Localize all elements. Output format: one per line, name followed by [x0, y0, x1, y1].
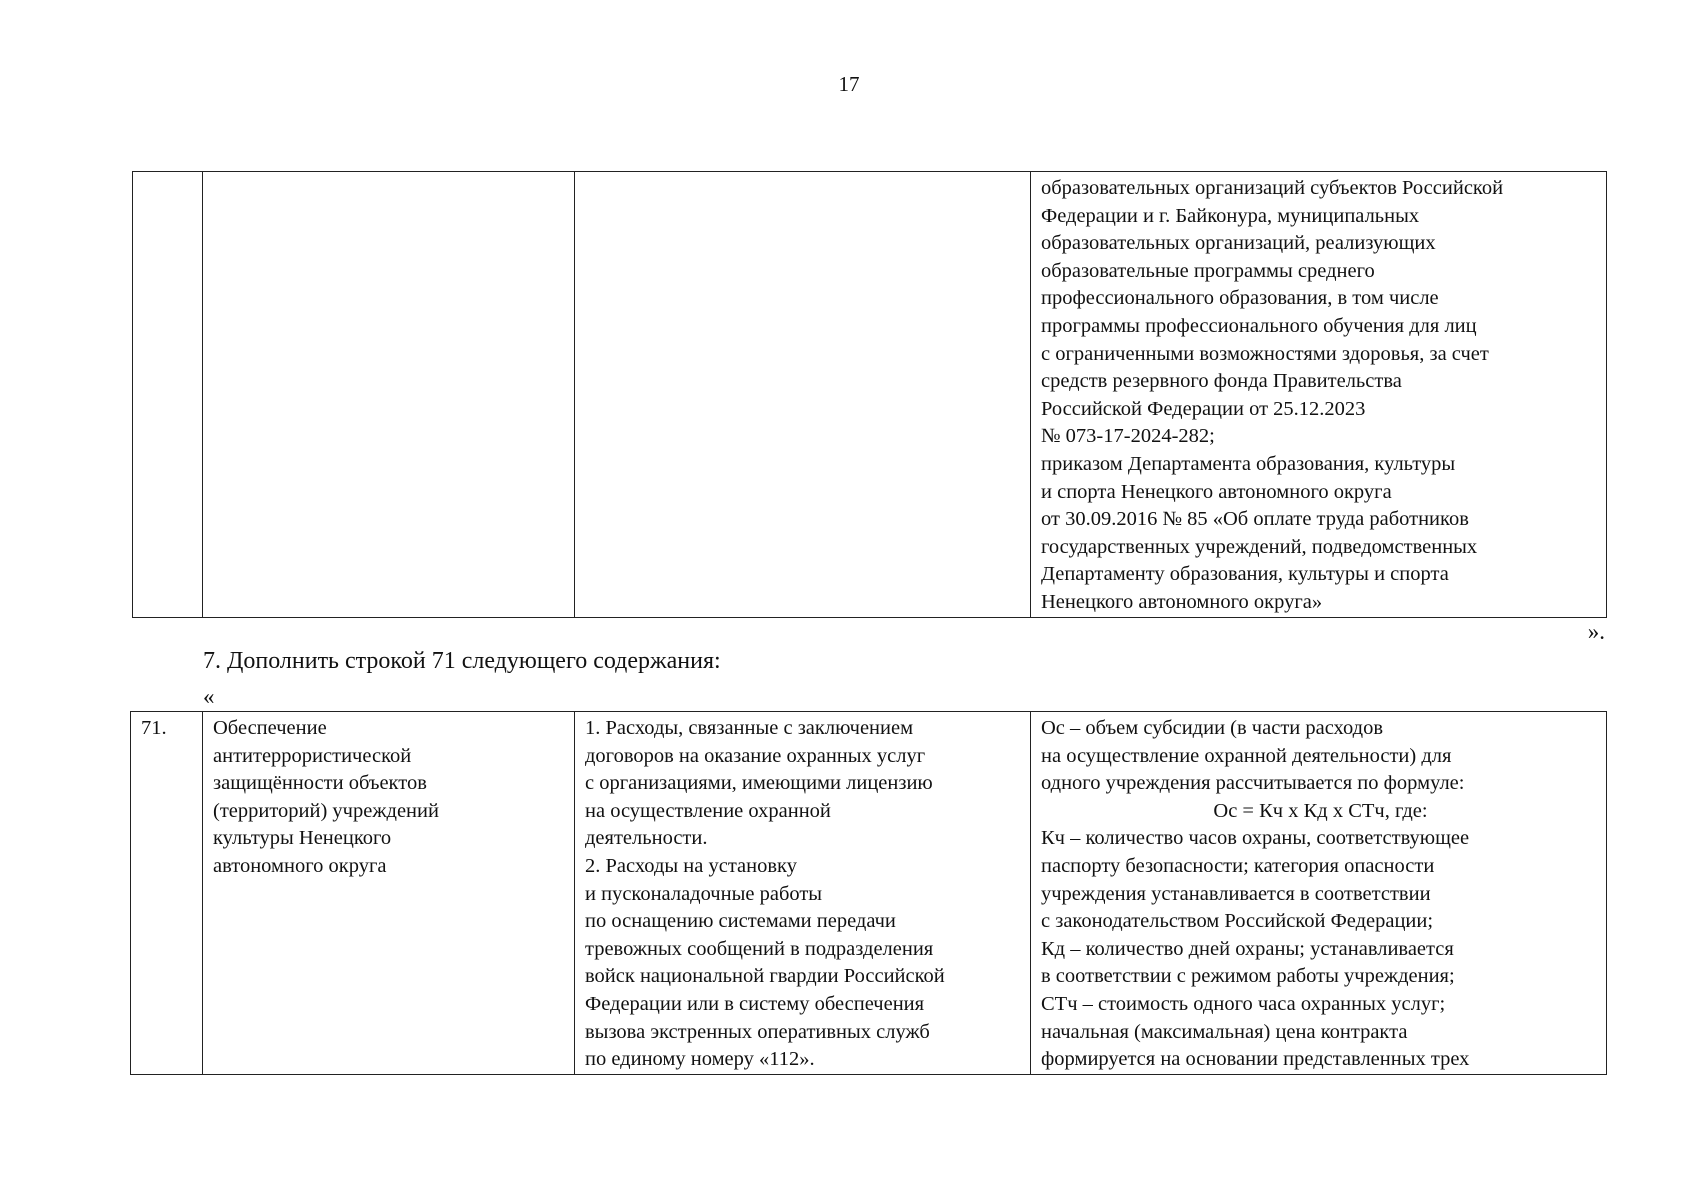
- text-line: Российской Федерации от 25.12.2023: [1041, 397, 1366, 420]
- text-line: автономного округа: [213, 854, 387, 877]
- text-line: Кч – количество часов охраны, соответствующее: [1041, 827, 1470, 850]
- text-line: 1. Расходы, связанные с заключением: [585, 717, 914, 739]
- text-line: Ос = Кч х Кд х СТч, где:: [1213, 799, 1428, 822]
- text-line: приказом Департамента образования, культуры: [1041, 452, 1456, 475]
- text-line: Департаменту образования, культуры и спорта: [1041, 563, 1449, 586]
- text-line: на осуществление охранной деятельности) для: [1041, 744, 1452, 767]
- text-line: в соответствии с режимом работы учреждения;: [1041, 965, 1455, 988]
- text-line: образовательных организаций субъектов Российской: [1041, 177, 1504, 199]
- text-line: от 30.09.2016 № 85 «Об оплате труда работников: [1041, 508, 1469, 531]
- text-line: и спорта Ненецкого автономного округа: [1041, 480, 1392, 503]
- text-line: Ос – объем субсидии (в части расходов: [1041, 717, 1384, 739]
- text-line: № 073-17-2024-282;: [1041, 425, 1215, 448]
- text-line: с организациями, имеющими лицензию: [585, 772, 933, 795]
- expenses-cell: [575, 712, 1031, 1075]
- text-line: с ограниченными возможностями здоровья, за счет: [1041, 342, 1489, 365]
- text-line: государственных учреждений, подведомственных: [1041, 535, 1478, 558]
- closing-quote: ».: [1587, 619, 1605, 644]
- text-line: Федерации или в систему обеспечения: [585, 992, 925, 1015]
- text-line: (территорий) учреждений: [213, 799, 439, 822]
- text-line: деятельности.: [585, 827, 708, 850]
- text-line: по оснащению системами передачи: [585, 910, 896, 933]
- text-line: на осуществление охранной: [585, 799, 831, 822]
- text-line: Кд – количество дней охраны; устанавливается: [1041, 937, 1454, 960]
- text-line: СТч – стоимость одного часа охранных услуг;: [1041, 992, 1446, 1015]
- expenses-cell: [575, 172, 1031, 618]
- text-line: по единому номеру «112».: [585, 1048, 815, 1071]
- continued-table: [132, 171, 1607, 618]
- text-line: Федерации и г. Байконура, муниципальных: [1041, 204, 1420, 227]
- text-line: Ненецкого автономного округа»: [1041, 590, 1323, 613]
- text-line: учреждения устанавливается в соответствии: [1041, 882, 1431, 905]
- event-name-cell: [203, 712, 575, 1075]
- formula-cell: [1031, 172, 1607, 618]
- text-line: одного учреждения рассчитывается по формуле:: [1041, 772, 1465, 795]
- formula-cell: [1031, 712, 1607, 1075]
- amendment-instruction: 7. Дополнить строкой 71 следующего содержания:: [203, 648, 721, 674]
- text-line: образовательных организаций, реализующих: [1041, 232, 1436, 255]
- text-line: программы профессионального обучения для лиц: [1041, 314, 1477, 337]
- text-line: средств резервного фонда Правительства: [1041, 370, 1402, 393]
- text-line: договоров на оказание охранных услуг: [585, 744, 926, 767]
- opening-quote: «: [203, 684, 215, 709]
- row-number-cell: [133, 172, 203, 618]
- table-row: [133, 172, 1607, 618]
- text-line: войск национальной гвардии Российской: [585, 965, 945, 988]
- new-row-table: [130, 711, 1607, 1075]
- text-line: паспорту безопасности; категория опасности: [1041, 854, 1435, 877]
- text-line: начальная (максимальная) цена контракта: [1041, 1020, 1408, 1043]
- text-line: и пусконаладочные работы: [585, 882, 823, 905]
- text-line: Обеспечение: [213, 717, 327, 739]
- table-row: [131, 712, 1607, 1075]
- text-line: антитеррористической: [213, 744, 412, 767]
- text-line: вызова экстренных оперативных служб: [585, 1020, 930, 1043]
- text-line: с законодательством Российской Федерации;: [1041, 910, 1434, 933]
- text-line: 2. Расходы на установку: [585, 854, 797, 877]
- event-name-cell: [203, 172, 575, 618]
- page-number: 17: [838, 72, 860, 96]
- text-line: культуры Ненецкого: [213, 827, 392, 850]
- text-line: тревожных сообщений в подразделения: [585, 937, 934, 960]
- row-number-cell: 71.: [131, 712, 203, 1075]
- text-line: образовательные программы среднего: [1041, 259, 1375, 282]
- text-line: профессионального образования, в том числе: [1041, 287, 1439, 310]
- text-line: формируется на основании представленных трех: [1041, 1048, 1470, 1071]
- text-line: защищённости объектов: [213, 772, 427, 795]
